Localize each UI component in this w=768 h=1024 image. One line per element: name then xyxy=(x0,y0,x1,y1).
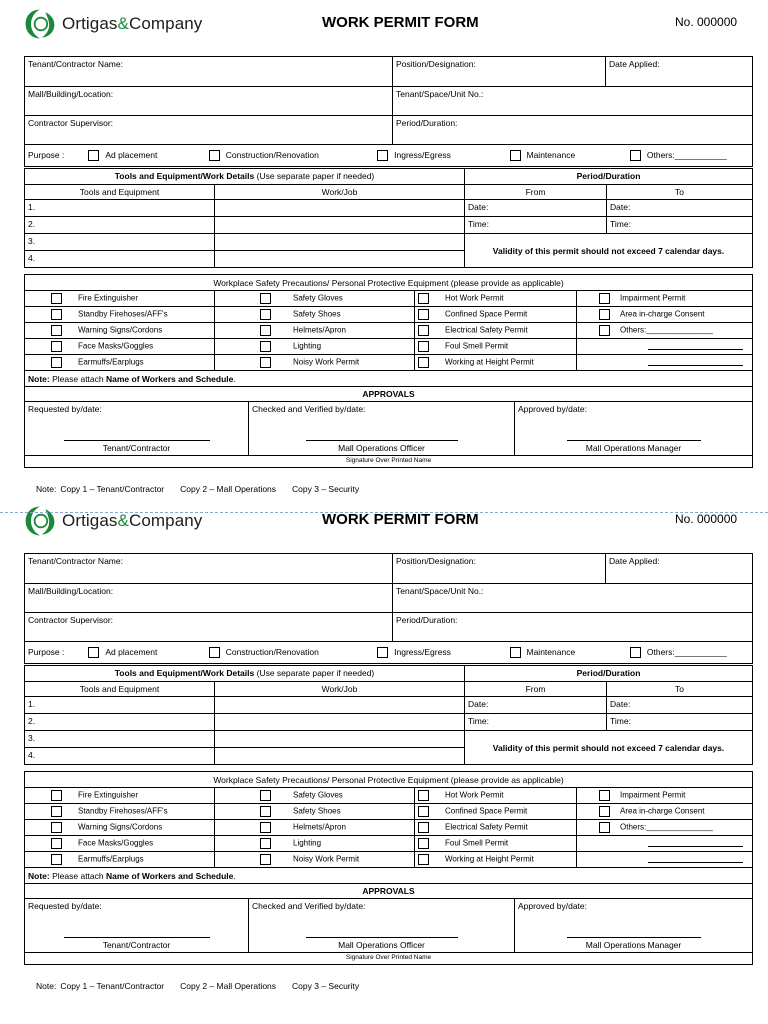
safety-warning-signs[interactable]: Warning Signs/Cordons xyxy=(25,820,215,836)
purpose-construction[interactable]: Construction/Renovation xyxy=(209,647,375,658)
work-row-3[interactable] xyxy=(215,731,465,748)
period-heading: Period/Duration xyxy=(465,666,753,682)
safety-area-consent[interactable]: Area in-charge Consent xyxy=(577,307,753,323)
approved-by-field[interactable]: Approved by/date: Mall Operations Manager xyxy=(515,899,753,953)
sig-officer-label: Mall Operations Officer xyxy=(338,940,425,950)
safety-foul-smell[interactable]: Foul Smell Permit xyxy=(415,339,577,355)
from-time[interactable]: Time: xyxy=(465,714,607,731)
approved-by-field[interactable]: Approved by/date: Mall Operations Manager xyxy=(515,402,753,456)
from-date[interactable]: Date: xyxy=(465,697,607,714)
safety-shoes[interactable]: Safety Shoes xyxy=(215,307,415,323)
safety-noisy-work[interactable]: Noisy Work Permit xyxy=(215,852,415,868)
form-number: No. 000000 xyxy=(675,512,738,526)
work-row-4[interactable] xyxy=(215,748,465,765)
safety-lighting[interactable]: Lighting xyxy=(215,836,415,852)
work-row-4[interactable] xyxy=(215,251,465,268)
tools-row-1[interactable]: 1. xyxy=(25,200,215,217)
safety-firehoses[interactable]: Standby Firehoses/AFF's xyxy=(25,804,215,820)
work-row-1[interactable] xyxy=(215,200,465,217)
safety-lighting[interactable]: Lighting xyxy=(215,339,415,355)
safety-gloves[interactable]: Safety Gloves xyxy=(215,291,415,307)
tools-row-4[interactable]: 4. xyxy=(25,251,215,268)
position-field[interactable]: Position/Designation: xyxy=(393,57,606,87)
safety-warning-signs[interactable]: Warning Signs/Cordons xyxy=(25,323,215,339)
brand-name: Ortigas&Company xyxy=(62,14,203,33)
tools-row-2[interactable]: 2. xyxy=(25,217,215,234)
brand-name: Ortigas&Company xyxy=(62,511,203,530)
to-time[interactable]: Time: xyxy=(607,217,753,234)
col-tools: Tools and Equipment xyxy=(25,682,215,697)
work-row-2[interactable] xyxy=(215,714,465,731)
safety-shoes[interactable]: Safety Shoes xyxy=(215,804,415,820)
company-logo xyxy=(22,4,202,44)
tools-row-3[interactable]: 3. xyxy=(25,234,215,251)
form-number: No. 000000 xyxy=(675,15,738,29)
approvals-heading: APPROVALS xyxy=(25,387,753,402)
copies-note: Note: Copy 1 – Tenant/Contractor Copy 2 – Mall Operations Copy 3 – Security xyxy=(36,484,360,494)
supervisor-field[interactable]: Contractor Supervisor: xyxy=(25,116,393,145)
purpose-maintenance[interactable]: Maintenance xyxy=(510,150,628,161)
safety-helmets[interactable]: Helmets/Apron xyxy=(215,323,415,339)
unit-field[interactable]: Tenant/Space/Unit No.: xyxy=(393,584,753,613)
purpose-others[interactable]: Others:___________ xyxy=(630,150,727,161)
to-date[interactable]: Date: xyxy=(607,697,753,714)
period-field[interactable]: Period/Duration: xyxy=(393,613,753,642)
col-from: From xyxy=(465,682,607,697)
work-row-1[interactable] xyxy=(215,697,465,714)
safety-heading: Workplace Safety Precautions/ Personal Protective Equipment (please provide as applicable) xyxy=(25,275,753,291)
mall-location-field[interactable]: Mall/Building/Location: xyxy=(25,584,393,613)
safety-blank-line-1[interactable] xyxy=(577,836,753,852)
safety-blank-line-2[interactable] xyxy=(577,852,753,868)
safety-helmets[interactable]: Helmets/Apron xyxy=(215,820,415,836)
safety-blank-line-1[interactable] xyxy=(577,339,753,355)
safety-noisy-work[interactable]: Noisy Work Permit xyxy=(215,355,415,371)
approvals-table xyxy=(24,386,753,468)
sig-tenant-label: Tenant/Contractor xyxy=(102,443,171,453)
purpose-row: Purpose : Ad placement Construction/Renovation Ingress/Egress Maintenance Others:___________ xyxy=(25,145,753,167)
purpose-ad-placement[interactable]: Ad placement xyxy=(88,647,206,658)
safety-face-masks[interactable]: Face Masks/Goggles xyxy=(25,339,215,355)
purpose-construction[interactable]: Construction/Renovation xyxy=(209,150,375,161)
unit-field[interactable]: Tenant/Space/Unit No.: xyxy=(393,87,753,116)
logo-swirl-icon xyxy=(22,6,58,42)
validity-note: Validity of this permit should not exceed 7 calendar days. xyxy=(465,731,753,765)
info-table xyxy=(24,56,753,167)
supervisor-field[interactable]: Contractor Supervisor: xyxy=(25,613,393,642)
safety-face-masks[interactable]: Face Masks/Goggles xyxy=(25,836,215,852)
safety-heading: Workplace Safety Precautions/ Personal Protective Equipment (please provide as applicable) xyxy=(25,772,753,788)
signature-note: Signature Over Printed Name xyxy=(25,953,753,965)
info-table xyxy=(24,553,753,664)
safety-impairment[interactable]: Impairment Permit xyxy=(577,291,753,307)
purpose-others[interactable]: Others:___________ xyxy=(630,647,727,658)
form-title: WORK PERMIT FORM xyxy=(322,14,479,31)
safety-earmuffs[interactable]: Earmuffs/Earplugs xyxy=(25,852,215,868)
safety-fire-extinguisher[interactable]: Fire Extinguisher xyxy=(25,788,215,804)
checked-by-field[interactable]: Checked and Verified by/date: Mall Operations Officer xyxy=(249,899,515,953)
sig-officer-label: Mall Operations Officer xyxy=(338,443,425,453)
safety-hot-work[interactable]: Hot Work Permit xyxy=(415,788,577,804)
tools-heading: Tools and Equipment/Work Details (Use separate paper if needed) xyxy=(25,666,465,682)
tools-table xyxy=(24,168,753,268)
safety-gloves[interactable]: Safety Gloves xyxy=(215,788,415,804)
from-time[interactable]: Time: xyxy=(465,217,607,234)
safety-hot-work[interactable]: Hot Work Permit xyxy=(415,291,577,307)
col-to: To xyxy=(607,682,753,697)
tools-table xyxy=(24,665,753,765)
from-date[interactable]: Date: xyxy=(465,200,607,217)
date-applied-field[interactable]: Date Applied: xyxy=(606,57,753,87)
safety-foul-smell[interactable]: Foul Smell Permit xyxy=(415,836,577,852)
safety-table xyxy=(24,274,753,387)
safety-working-height[interactable]: Working at Height Permit xyxy=(415,355,577,371)
safety-electrical[interactable]: Electrical Safety Permit xyxy=(415,323,577,339)
safety-electrical[interactable]: Electrical Safety Permit xyxy=(415,820,577,836)
purpose-ingress[interactable]: Ingress/Egress xyxy=(377,150,507,161)
requested-by-field[interactable]: Requested by/date: Tenant/Contractor xyxy=(25,402,249,456)
purpose-maintenance[interactable]: Maintenance xyxy=(510,647,628,658)
date-applied-field[interactable]: Date Applied: xyxy=(606,554,753,584)
position-field[interactable]: Position/Designation: xyxy=(393,554,606,584)
workers-note: Note: Please attach Name of Workers and Schedule. xyxy=(25,868,753,884)
purpose-ad-placement[interactable]: Ad placement xyxy=(88,150,206,161)
approvals-table xyxy=(24,883,753,965)
safety-firehoses[interactable]: Standby Firehoses/AFF's xyxy=(25,307,215,323)
sig-manager-label: Mall Operations Manager xyxy=(585,940,682,950)
sig-manager-label: Mall Operations Manager xyxy=(585,443,682,453)
safety-others[interactable]: Others:_______________ xyxy=(577,820,753,836)
form-title: WORK PERMIT FORM xyxy=(322,511,479,528)
work-row-2[interactable] xyxy=(215,217,465,234)
validity-note: Validity of this permit should not exceed 7 calendar days. xyxy=(465,234,753,268)
safety-table xyxy=(24,771,753,884)
safety-earmuffs[interactable]: Earmuffs/Earplugs xyxy=(25,355,215,371)
col-tools: Tools and Equipment xyxy=(25,185,215,200)
tools-row-3[interactable]: 3. xyxy=(25,731,215,748)
company-logo xyxy=(22,501,202,541)
sig-tenant-label: Tenant/Contractor xyxy=(102,940,171,950)
workers-note: Note: Please attach Name of Workers and Schedule. xyxy=(25,371,753,387)
safety-confined-space[interactable]: Confined Space Permit xyxy=(415,804,577,820)
safety-others[interactable]: Others:_______________ xyxy=(577,323,753,339)
purpose-ingress[interactable]: Ingress/Egress xyxy=(377,647,507,658)
col-to: To xyxy=(607,185,753,200)
safety-working-height[interactable]: Working at Height Permit xyxy=(415,852,577,868)
safety-blank-line-2[interactable] xyxy=(577,355,753,371)
requested-by-field[interactable]: Requested by/date: Tenant/Contractor xyxy=(25,899,249,953)
tenant-name-field[interactable]: Tenant/Contractor Name: xyxy=(25,554,393,584)
period-field[interactable]: Period/Duration: xyxy=(393,116,753,145)
tools-row-4[interactable]: 4. xyxy=(25,748,215,765)
to-date[interactable]: Date: xyxy=(607,200,753,217)
tools-row-1[interactable]: 1. xyxy=(25,697,215,714)
mall-location-field[interactable]: Mall/Building/Location: xyxy=(25,87,393,116)
safety-area-consent[interactable]: Area in-charge Consent xyxy=(577,804,753,820)
purpose-row: Purpose : Ad placement Construction/Renovation Ingress/Egress Maintenance Others:___________ xyxy=(25,642,753,664)
safety-impairment[interactable]: Impairment Permit xyxy=(577,788,753,804)
checked-by-field[interactable]: Checked and Verified by/date: Mall Operations Officer xyxy=(249,402,515,456)
tenant-name-field[interactable]: Tenant/Contractor Name: xyxy=(25,57,393,87)
col-work: Work/Job xyxy=(215,185,465,200)
safety-fire-extinguisher[interactable]: Fire Extinguisher xyxy=(25,291,215,307)
cut-line-separator xyxy=(0,512,768,513)
col-work: Work/Job xyxy=(215,682,465,697)
signature-note: Signature Over Printed Name xyxy=(25,456,753,468)
copies-note: Note: Copy 1 – Tenant/Contractor Copy 2 – Mall Operations Copy 3 – Security xyxy=(36,981,360,991)
period-heading: Period/Duration xyxy=(465,169,753,185)
to-time[interactable]: Time: xyxy=(607,714,753,731)
approvals-heading: APPROVALS xyxy=(25,884,753,899)
tools-row-2[interactable]: 2. xyxy=(25,714,215,731)
col-from: From xyxy=(465,185,607,200)
work-permit-form-copy-top xyxy=(0,0,768,500)
work-row-3[interactable] xyxy=(215,234,465,251)
tools-heading: Tools and Equipment/Work Details (Use separate paper if needed) xyxy=(25,169,465,185)
safety-confined-space[interactable]: Confined Space Permit xyxy=(415,307,577,323)
work-permit-form-copy-bottom xyxy=(0,497,768,997)
logo-swirl-icon xyxy=(22,503,58,539)
